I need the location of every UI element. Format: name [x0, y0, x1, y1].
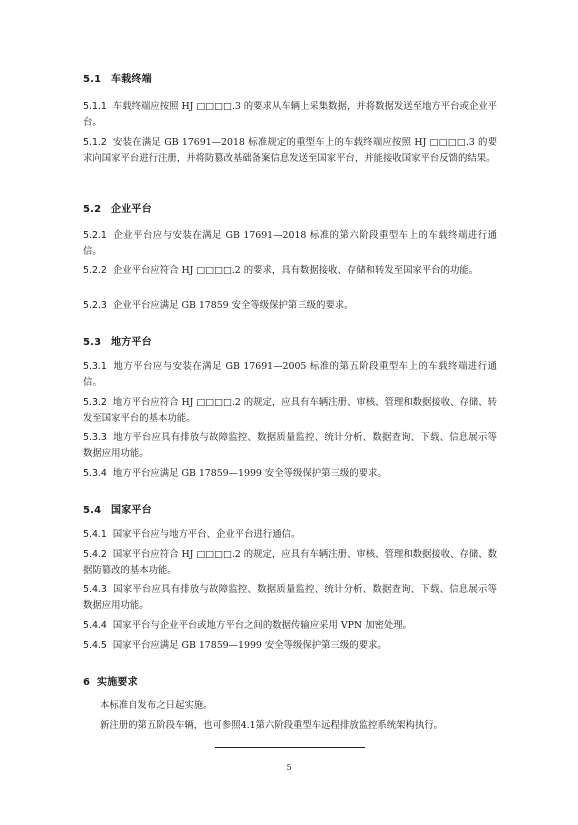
clause-5-3-2: 5.3.2 地方平台应符合 HJ □□□□.2 的规定，应具有车辆注册、审核、管理和数据接收、存储、转发至国家平台的基本功能。	[83, 397, 497, 424]
implementation-paragraph-1: 本标准自发布之日起实施。	[100, 700, 213, 711]
section-heading-5-3: 5.3 地方平台	[83, 337, 152, 348]
clause-5-1-2: 5.1.2 安装在满足 GB 17691—2018 标准规定的重型车上的车载终端应按照 HJ □□□□.3 的要求向国家平台进行注册，并将防篡改基础备案信息发送至国家平台，并能接收国家平台反馈的结果。	[83, 137, 497, 164]
footer-divider	[215, 747, 365, 748]
section-heading-5-2: 5.2 企业平台	[83, 204, 152, 215]
clause-5-1-1: 5.1.1 车载终端应按照 HJ □□□□.3 的要求从车辆上采集数据，并将数据发送至地方平台或企业平台。	[83, 101, 497, 128]
clause-5-2-1: 5.2.1 企业平台应与安装在满足 GB 17691—2018 标准的第六阶段重型车上的车载终端进行通信。	[83, 230, 497, 257]
clause-5-4-5: 5.4.5 国家平台应满足 GB 17859—1999 安全等级保护第三级的要求。	[83, 640, 387, 651]
page-number: 5	[286, 763, 292, 772]
implementation-paragraph-2: 新注册的第五阶段车辆，也可参照4.1第六阶段重型车远程排放监控系统架构执行。	[100, 720, 444, 731]
clause-5-3-3: 5.3.3 地方平台应具有排放与故障监控、数据质量监控、统计分析、数据查询、下载、信息展示等数据应用功能。	[83, 432, 497, 459]
clause-5-2-3: 5.2.3 企业平台应满足 GB 17859 安全等级保护第三级的要求。	[83, 300, 354, 311]
section-heading-5-1: 5.1 车载终端	[83, 74, 152, 85]
section-heading-6: 6 实施要求	[83, 677, 138, 688]
clause-5-2-2: 5.2.2 企业平台应符合 HJ □□□□.2 的要求，具有数据接收、存储和转发至国家平台的功能。	[83, 265, 479, 276]
clause-5-4-1: 5.4.1 国家平台应与地方平台、企业平台进行通信。	[83, 529, 301, 540]
section-heading-5-4: 5.4 国家平台	[83, 505, 152, 516]
clause-5-3-4: 5.3.4 地方平台应满足 GB 17859—1999 安全等级保护第三级的要求。	[83, 468, 387, 479]
clause-5-3-1: 5.3.1 地方平台应与安装在满足 GB 17691—2005 标准的第五阶段重型车上的车载终端进行通信。	[83, 361, 497, 388]
clause-5-4-2: 5.4.2 国家平台应符合 HJ □□□□.2 的规定，应具有车辆注册、审核、管理和数据接收、存储、数据防篡改的基本功能。	[83, 549, 497, 576]
clause-5-4-3: 5.4.3 国家平台应具有排放与故障监控、数据质量监控、统计分析、数据查询、下载、信息展示等数据应用功能。	[83, 584, 497, 611]
clause-5-4-4: 5.4.4 国家平台与企业平台或地方平台之间的数据传输应采用 VPN 加密处理。	[83, 620, 412, 631]
